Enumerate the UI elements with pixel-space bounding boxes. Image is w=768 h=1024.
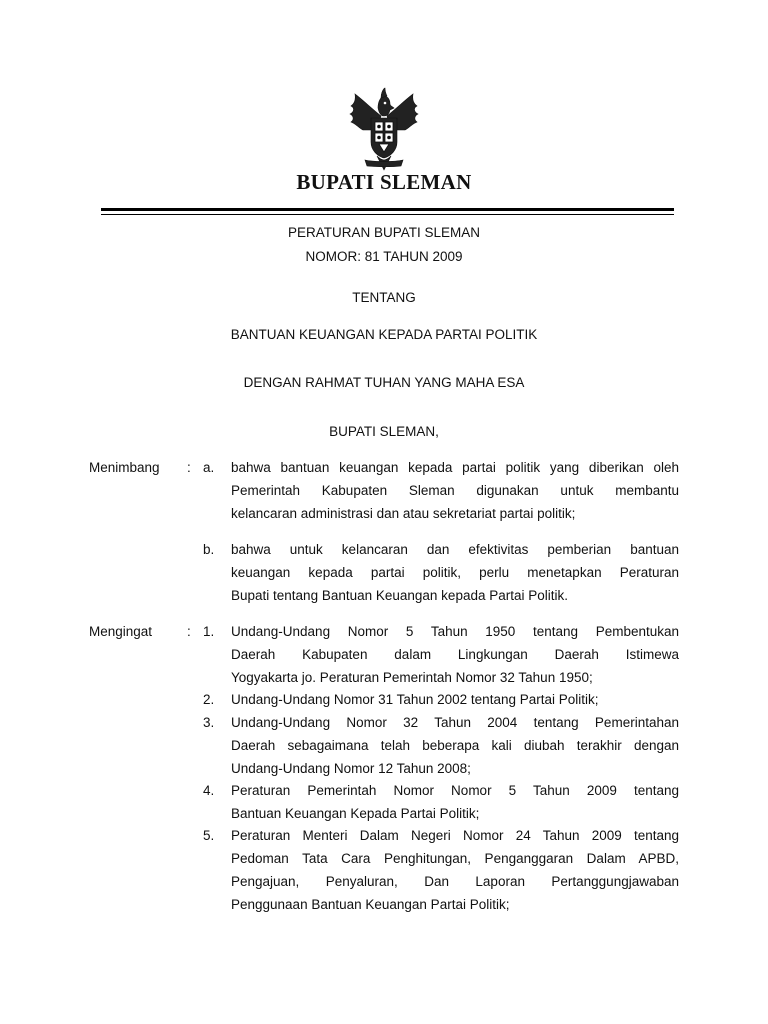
regulation-number: NOMOR: 81 TAHUN 2009 xyxy=(305,249,463,264)
mengingat-5-line: Pedoman Tata Cara Penghitungan, Penganggaran Dalam APBD, xyxy=(231,851,679,866)
menimbang-item-a xyxy=(231,456,679,525)
regulation-about: TENTANG xyxy=(352,290,416,305)
mengingat-marker-3: 3. xyxy=(203,715,215,730)
mengingat-item-5 xyxy=(231,824,679,916)
mengingat-1-line: Yogyakarta jo. Peraturan Pemerintah Nomor 32 Tahun 1950; xyxy=(231,670,593,685)
mengingat-5-line: Peraturan Menteri Dalam Negeri Nomor 24 Tahun 2009 tentang xyxy=(231,828,679,843)
menimbang-b-line: keuangan kepada partai politik, perlu menetapkan Peraturan xyxy=(231,565,679,580)
page-title: BUPATI SLEMAN xyxy=(296,170,472,194)
mengingat-item-1 xyxy=(231,620,679,689)
mengingat-marker-1: 1. xyxy=(203,624,215,639)
menimbang-b-line: Bupati tentang Bantuan Keuangan kepada Partai Politik. xyxy=(231,588,568,603)
mengingat-1-line: Undang-Undang Nomor 5 Tahun 1950 tentang Pembentukan xyxy=(231,624,679,639)
mengingat-marker-4: 4. xyxy=(203,783,215,798)
garuda-emblem-icon xyxy=(337,86,431,172)
header-divider-thin xyxy=(101,214,674,215)
mengingat-3-line: Daerah sebagaimana telah beberapa kali diubah terakhir dengan xyxy=(231,738,679,753)
regulation-subject: BANTUAN KEUANGAN KEPADA PARTAI POLITIK xyxy=(230,327,538,342)
regulation-blessing: DENGAN RAHMAT TUHAN YANG MAHA ESA xyxy=(243,375,525,390)
header-divider-thick xyxy=(101,208,674,211)
mengingat-1-line: Daerah Kabupaten dalam Lingkungan Daerah Istimewa xyxy=(231,647,679,662)
menimbang-a-line: kelancaran administrasi dan atau sekretariat partai politik; xyxy=(231,506,576,521)
mengingat-3-line: Undang-Undang Nomor 12 Tahun 2008; xyxy=(231,761,471,776)
mengingat-colon: : xyxy=(187,624,191,639)
mengingat-5-line: Pengajuan, Penyaluran, Dan Laporan Pertanggungjawaban xyxy=(231,874,679,889)
mengingat-4-line: Bantuan Keuangan Kepada Partai Politik; xyxy=(231,806,480,821)
mengingat-item-4 xyxy=(231,779,679,825)
mengingat-item-3 xyxy=(231,711,679,780)
menimbang-label: Menimbang xyxy=(89,460,160,475)
mengingat-2-line: Undang-Undang Nomor 31 Tahun 2002 tentang Partai Politik; xyxy=(231,692,599,707)
menimbang-item-b xyxy=(231,538,679,607)
mengingat-5-line: Penggunaan Bantuan Keuangan Partai Politik; xyxy=(231,897,510,912)
mengingat-item-2 xyxy=(231,688,679,711)
regulation-authority: BUPATI SLEMAN, xyxy=(329,424,439,439)
menimbang-a-line: Pemerintah Kabupaten Sleman digunakan untuk membantu xyxy=(231,483,679,498)
mengingat-marker-5: 5. xyxy=(203,828,215,843)
mengingat-marker-2: 2. xyxy=(203,692,215,707)
mengingat-4-line: Peraturan Pemerintah Nomor Nomor 5 Tahun 2009 tentang xyxy=(231,783,679,798)
menimbang-marker-a: a. xyxy=(203,460,215,475)
menimbang-b-line: bahwa untuk kelancaran dan efektivitas pemberian bantuan xyxy=(231,542,679,557)
menimbang-a-line: bahwa bantuan keuangan kepada partai politik yang diberikan oleh xyxy=(231,460,679,475)
menimbang-marker-b: b. xyxy=(203,542,215,557)
regulation-title: PERATURAN BUPATI SLEMAN xyxy=(287,225,481,240)
menimbang-colon: : xyxy=(187,460,191,475)
mengingat-label: Mengingat xyxy=(89,624,153,639)
mengingat-3-line: Undang-Undang Nomor 32 Tahun 2004 tentang Pemerintahan xyxy=(231,715,679,730)
